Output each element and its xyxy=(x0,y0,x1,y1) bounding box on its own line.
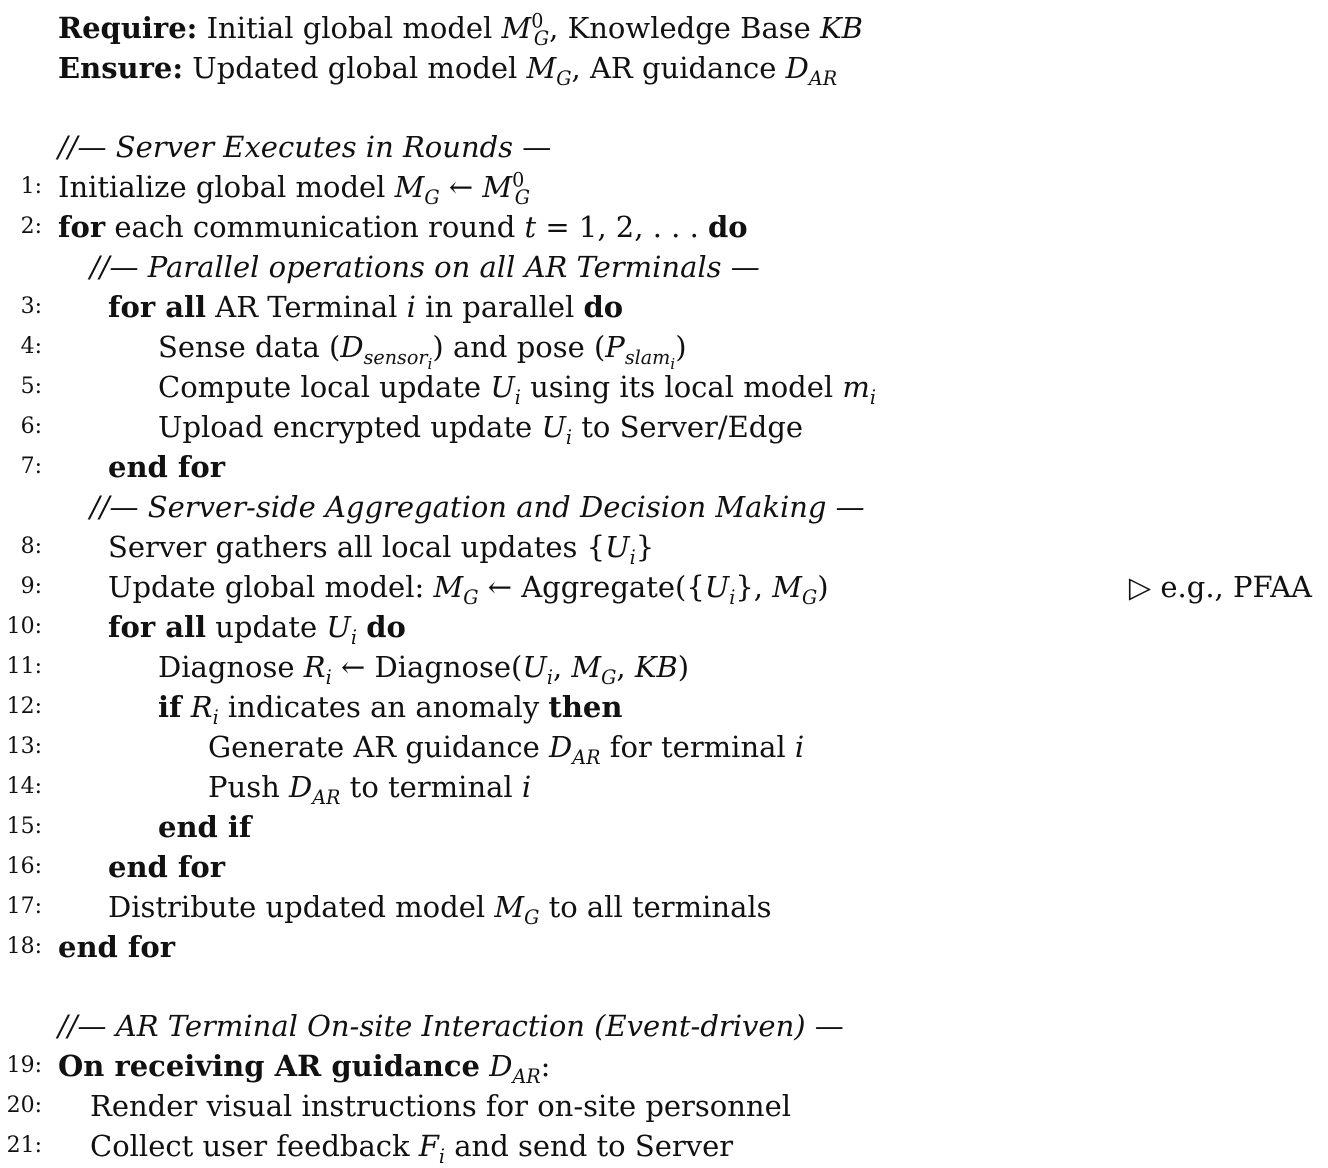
line-number: 21: xyxy=(6,1133,42,1158)
algorithm-block: Require: Initial global model $M^0_G$, Knowledge Base KB Ensure: Updated global model $M_G$, AR guidance $D_{AR}$ //— Server Executes in Rounds — 1: Initialize global model $M_G$ ← $M^0_G$ 2: for each communication round t = 1, 2, . . . do //— Parallel operations on all AR Terminals — 3: for all AR Terminal i in parallel do 4: Sense data $(D_{sensor_i})$ and pose $(P_{slam_i})$ 5: Compute local update $U_i$ using its local model $m_i$ 6: Upload encrypted update $U_i$ to Server/Edge 7: end for //— Server-side Aggregation and Decision Making — 8: Server gathers all local updates $\{U_i\}$ 9: Update global model: $M_G$ ← $Aggregate(\{U_i\}$, $M_G$) ▷ e.g., PFAA 10: for all update $U_i$ do 11: Diagnose $R_i$ ← $Diagnose(U_i$, $M_G$, KB) 12: if $R_i$ indicates an anomaly then 13: Generate AR guidance $D_{AR}$ for terminal i 14: Push $D_{AR}$ to terminal i 15: end if 16: end for 17: Distribute updated model $M_G$ to all terminals 18: end for //— AR Terminal On-site Interaction (Event-driven) — 19: On receiving AR guidance $D_{AR}$: 20: Render visual instructions for on-site personnel 21: Collect user feedback $F_i$ and send to Server xyxy=(0,0,1328,1166)
line-number: 10: xyxy=(6,614,42,639)
ensure-label: Ensure: xyxy=(58,51,184,85)
line-number: 5: xyxy=(20,374,42,399)
line-number: 19: xyxy=(6,1053,42,1078)
require-text: Initial global model xyxy=(206,11,493,45)
line-number: 8: xyxy=(20,534,42,559)
line-number: 18: xyxy=(6,934,42,959)
require-label: Require: xyxy=(58,11,198,45)
line-number: 13: xyxy=(6,734,42,759)
algo-line-9: 9: Update global model: $M_G$ ← $Aggregate(\{U_i\}$, $M_G$) ▷ e.g., PFAA xyxy=(0,567,1328,607)
line-number: 16: xyxy=(6,854,42,879)
pfaa-comment: ▷ e.g., PFAA xyxy=(1128,570,1312,604)
line-number: 12: xyxy=(6,694,42,719)
line-number: 6: xyxy=(20,414,42,439)
line-number: 17: xyxy=(6,894,42,919)
line-number: 4: xyxy=(20,334,42,359)
line-number: 15: xyxy=(6,814,42,839)
line-number: 3: xyxy=(20,294,42,319)
line-number: 7: xyxy=(20,454,42,479)
line-number: 20: xyxy=(6,1093,42,1118)
line-number: 1: xyxy=(20,174,42,199)
line-number: 2: xyxy=(20,214,42,239)
ensure-text: Updated global model xyxy=(192,51,518,85)
line-number: 11: xyxy=(6,654,42,679)
line-number: 9: xyxy=(20,574,42,599)
line-number: 14: xyxy=(6,774,42,799)
